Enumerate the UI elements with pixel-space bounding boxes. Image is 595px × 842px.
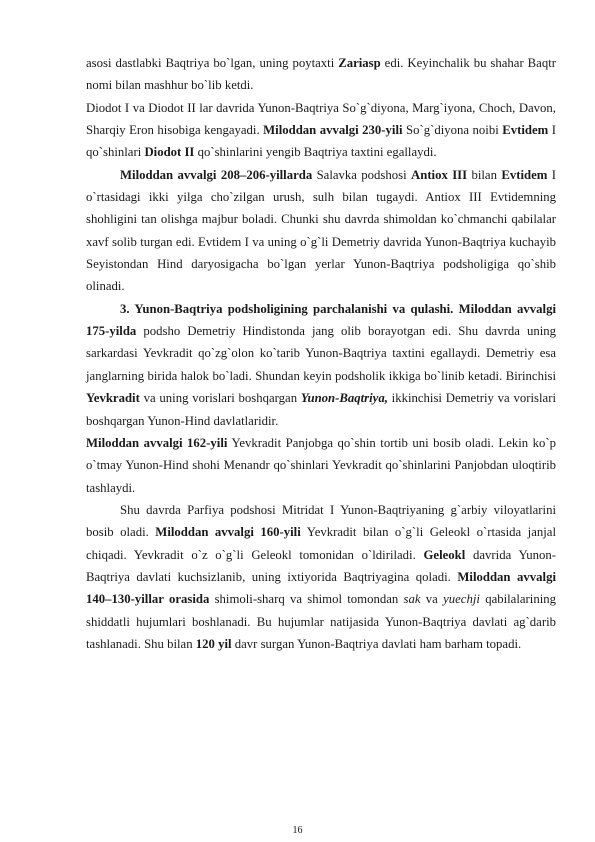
bold-text: Geleokl (423, 547, 466, 562)
text: asosi dastlabki Baqtriya bo`lgan, uning poytaxti (86, 56, 339, 70)
bold-text: Diodot II (144, 145, 195, 160)
text: qo`shinlarini yengib Baqtriya taxtini egallaydi. (194, 145, 437, 160)
paragraph-diodot (86, 97, 556, 164)
text: davrida Yunon-Baqtriya davlati kuchsizlanib, uning ixtiyorida Baqtriyagina qoladi. (86, 547, 556, 584)
text: shimoli-sharq va shimol tomondan (209, 592, 404, 607)
text: Diodot I va Diodot II lar davrida Yunon-Baqtriya So`g`diyona, Marg`iyona, Choch, Davon, Sharqiy Eron hisobiga kengayadi. (86, 100, 556, 138)
bold-text: Miloddan avvalgi 140–130-yillar orasida (86, 569, 556, 607)
text: qabilalarining shiddatli hujumlari boshlanadi. Bu hujumlar natijasida Yunon-Baqtriya davlati ag`darib tashlanadi. Shu bilan (86, 592, 556, 651)
bold-text: Evtidem (501, 167, 548, 182)
text: ikkinchisi Demetriy va vorislari boshqargan Yunon-Hind davlatlaridir. (86, 391, 556, 428)
bold-text: Miloddan avvalgi 208–206-yillarda (120, 167, 313, 182)
text: I o`rtasidagi ikki yilga cho`zilgan urush, sulh bilan tugaydi. Antiox III Evtidemning shohligini tan olishga majbur boladi. Chunki shu davrda shimoldan ko`chmanchi qabilalar xavf solib turgan edi. Evtidem I va uning o`g`li Demetriy davrida Yunon-Baqtriya kuchayib Seyistondan Hind daryosigacha bo`lgan yerlar Yunon-Baqtriya podsholigiga qo`shib olinadi. (86, 167, 557, 294)
paragraph-parfiya (86, 499, 556, 655)
text: bilan (467, 167, 502, 182)
paragraph-section-3 (86, 298, 556, 432)
bold-text: Antiox III (411, 167, 468, 182)
italic-text: yuechji (443, 592, 480, 607)
text: va uning vorislari boshqargan (139, 391, 301, 406)
text: Yevkradit bilan o`g`li Geleokl o`rtasida janjal chiqadi. Yevkradit o`z o`g`li Geleokl tomonidan o`ldiriladi. (86, 525, 557, 562)
bold-italic-text: Yunon-Baqtriya, (300, 391, 388, 406)
text: So`g`diyona noibi (402, 123, 503, 138)
bold-text: Miloddan avvalgi 230-yili (263, 123, 403, 138)
text: I qo`shinlari (86, 123, 556, 160)
italic-text: sak (403, 592, 421, 607)
text: podsho Demetriy Hindistonda jang olib borayotgan edi. Shu davrda uning sarkardasi Yevkradit qo`zg`olon ko`tarib Yunon-Baqtriya taxtini egallaydi. Demetriy esa janglarning birida halok bo`ladi. Shundan keyin podsholik ikkiga bo`linib ketadi. Birinchisi (86, 324, 556, 383)
text: va (420, 592, 444, 607)
bold-text: 120 yil (195, 636, 232, 651)
bold-text: Evtidem (502, 123, 549, 138)
text: davr surgan Yunon-Baqtriya davlati ham barham topadi. (231, 636, 522, 651)
page-number: 16 (292, 825, 303, 836)
bold-text: Miloddan avvalgi 160-yili (155, 525, 301, 540)
text: Shu davrda Parfiya podshosi Mitridat I Yunon-Baqtriyaning g`arbiy viloyatlarini bosib oladi. (86, 502, 556, 540)
paragraph-antiox (86, 164, 556, 298)
text: Salavka podshosi (312, 167, 412, 182)
bold-text: Yevkradit (86, 391, 140, 406)
document-body (86, 52, 556, 655)
text: edi. Keyinchalik bu shahar Baqtr nomi bilan mashhur bo`lib ketdi. (86, 56, 556, 93)
paragraph-panjob (86, 432, 556, 499)
section-heading: 3. Yunon-Baqtriya podsholigining parchalanishi va qulashi. Miloddan avvalgi 175-yilda (86, 301, 556, 339)
bold-text: Miloddan avvalgi 162-yili (86, 435, 228, 450)
bold-text: Zariasp (338, 56, 381, 70)
paragraph-zariasp (86, 52, 556, 97)
text: Yevkradit Panjobga qo`shin tortib uni bosib oladi. Lekin ko`p o`tmay Yunon-Hind shohi Menandr qo`shinlari Yevkradit qo`shinlarini Panjobdan uloqtirib tashlaydi. (86, 435, 556, 495)
